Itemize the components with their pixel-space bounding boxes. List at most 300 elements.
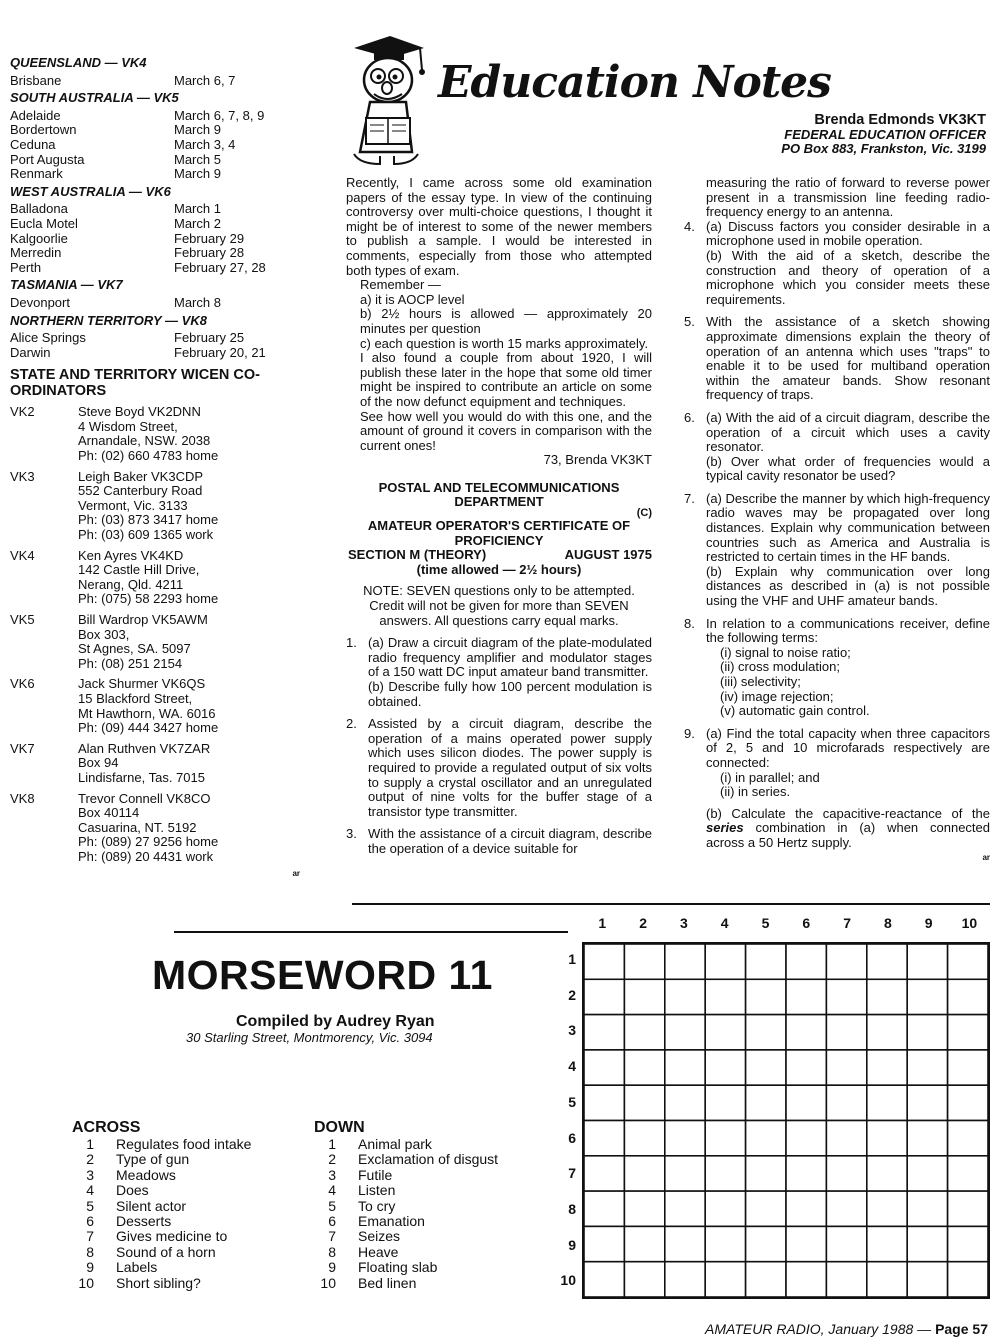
question-part: (a) Describe the manner by which high-frequency radio waves may be propagated over long distances. Explain why communication between countries such as America and Australia is restricted to certain times in the HF bands. [706, 490, 990, 565]
question-part: (a) Discuss factors you consider desirable in a microphone used in mobile operation. [706, 218, 990, 249]
question-part: (b) Explain why communication over long distances as described in (a) is not possible using the VHF and UHF amateur bands. [706, 563, 990, 609]
grid-cell[interactable] [786, 1262, 826, 1297]
coordinator-details [78, 549, 300, 607]
grid-cell[interactable] [705, 1015, 745, 1050]
coordinator-line: Casuarina, NT. 5192 [78, 819, 197, 835]
divider-rule [352, 903, 990, 905]
grid-cell[interactable] [746, 1156, 786, 1191]
author-name: Brenda Edmonds VK3KT [814, 112, 986, 128]
schedule-row [10, 74, 300, 89]
grid-cell[interactable] [826, 1015, 866, 1050]
clue-text: Does [116, 1182, 149, 1199]
question-9-terms [706, 771, 990, 800]
connection-option: (ii) in series. [720, 784, 791, 800]
paragraph-three: See how well you would do with this one, and the amount of ground it covers in comparison with the current ones! [360, 408, 652, 453]
coordinator-line: Ph: (02) 660 4783 home [78, 448, 219, 464]
grid-cell[interactable] [746, 1226, 786, 1261]
coordinator-line: Ph: (03) 873 3417 home [78, 512, 219, 528]
grid-cell[interactable] [826, 1121, 866, 1156]
grid-column-number: 10 [961, 915, 978, 931]
grid-cell[interactable] [867, 1050, 907, 1085]
schedule-row [10, 202, 300, 217]
grid-column-number: 6 [802, 915, 811, 931]
grid-cell[interactable] [948, 1226, 988, 1261]
grid-cell[interactable] [948, 1121, 988, 1156]
clue-item [314, 1214, 554, 1229]
clue-number: 6 [86, 1213, 94, 1230]
grid-column-number: 9 [924, 915, 933, 931]
coordinator-details [78, 742, 300, 786]
grid-cell[interactable] [867, 1156, 907, 1191]
question-9-part-b [706, 807, 990, 851]
coordinator-entry [10, 405, 300, 463]
grid-cell[interactable] [907, 1191, 947, 1226]
schedule-column [10, 56, 300, 881]
coordinator-details [78, 792, 300, 865]
schedule-dates: March 5 [174, 151, 221, 167]
grid-cell[interactable] [867, 1191, 907, 1226]
author-block [781, 113, 986, 157]
question-part: (b) With the aid of a sketch, describe the construction and theory of operation of a microphone which you consider meets these requirements. [706, 247, 990, 307]
remember-label: Remember — [360, 277, 441, 293]
coordinator-details [78, 613, 300, 671]
grid-column-number: 8 [884, 915, 892, 931]
grid-cell[interactable] [948, 1191, 988, 1226]
grid-cell[interactable] [907, 1121, 947, 1156]
department-heading: POSTAL AND TELECOMMUNICATIONS DEPARTMENT [378, 479, 620, 510]
grid-cell[interactable] [867, 1262, 907, 1297]
question-part: (b) Over what order of frequencies would a typical cavity resonator be used? [706, 453, 990, 484]
grid-cell[interactable] [584, 1050, 624, 1085]
question-part: (a) With the aid of a circuit diagram, describe the operation of a circuit which uses a cavity resonator. [706, 409, 990, 455]
coordinator-line: Ph: (089) 20 4431 work [78, 848, 214, 864]
grid-cell[interactable] [665, 1015, 705, 1050]
clue-item [72, 1229, 312, 1244]
down-heading: DOWN [314, 1119, 365, 1136]
grid-cell[interactable] [826, 1156, 866, 1191]
grid-cell[interactable] [907, 1156, 947, 1191]
grid-cell[interactable] [624, 1191, 664, 1226]
coordinator-entry [10, 677, 300, 735]
schedule-dates: March 9 [174, 166, 221, 182]
coordinator-line: Mt Hawthorn, WA. 6016 [78, 705, 216, 721]
article-column [346, 176, 652, 857]
schedule-dates: March 9 [174, 122, 221, 138]
grid-cell[interactable] [948, 1085, 988, 1120]
coordinator-line: 4 Wisdom Street, [78, 418, 178, 434]
clue-item [314, 1137, 554, 1152]
grid-cell[interactable] [584, 944, 624, 979]
clue-text: Short sibling? [116, 1274, 201, 1291]
question-body [368, 827, 652, 856]
question-body [706, 492, 990, 609]
grid-cell[interactable] [665, 1156, 705, 1191]
schedule-place: Adelaide [10, 107, 61, 123]
grid-cell[interactable] [665, 1226, 705, 1261]
time-allowed: (time allowed — 2½ hours) [416, 561, 582, 577]
grid-cell[interactable] [948, 1262, 988, 1297]
clue-text: Heave [358, 1243, 399, 1260]
clue-text: Sound of a horn [116, 1243, 216, 1260]
grid-column-number: 5 [761, 915, 770, 931]
schedule-row [10, 232, 300, 247]
publication-info: AMATEUR RADIO, January 1988 — [705, 1321, 936, 1337]
coordinator-line: Ph: (08) 251 2154 [78, 655, 183, 671]
morseword-compiler: Compiled by Audrey Ryan [236, 1013, 435, 1030]
coordinator-line: Ph: (075) 58 2293 home [78, 591, 219, 607]
question-body [706, 220, 990, 308]
certificate-heading: AMATEUR OPERATOR'S CERTIFICATE OF PROFICIENCY [367, 518, 631, 548]
definition-term: (iii) selectivity; [720, 674, 801, 689]
grid-cell[interactable] [948, 979, 988, 1014]
grid-cell[interactable] [786, 1121, 826, 1156]
grid-cell[interactable] [948, 1050, 988, 1085]
schedule-dates: February 20, 21 [174, 344, 266, 360]
schedule-dates: February 25 [174, 330, 245, 346]
question-9 [684, 727, 990, 851]
grid-cell[interactable] [948, 944, 988, 979]
grid-cell[interactable] [907, 944, 947, 979]
clue-item [314, 1152, 554, 1167]
schedule-dates: March 8 [174, 294, 221, 310]
coordinator-callsign: VK6 [10, 676, 35, 692]
grid-cell[interactable] [746, 1191, 786, 1226]
grid-cell[interactable] [705, 979, 745, 1014]
grid-cell[interactable] [746, 1121, 786, 1156]
grid-cell[interactable] [786, 944, 826, 979]
question-number: 8. [684, 615, 695, 631]
grid-cell[interactable] [786, 1156, 826, 1191]
crossword-grid[interactable] [582, 942, 990, 1299]
clue-text: To cry [358, 1197, 396, 1214]
schedule-row [10, 246, 300, 261]
coordinator-line: Ph: (089) 27 9256 home [78, 834, 219, 850]
grid-cell[interactable] [665, 944, 705, 979]
grid-cell[interactable] [867, 1226, 907, 1261]
coordinator-callsign: VK5 [10, 612, 35, 627]
grid-cell[interactable] [624, 1226, 664, 1261]
coordinator-line: Box 94 [78, 755, 119, 771]
question-number: 1. [346, 635, 357, 651]
coordinator-callsign: VK2 [10, 404, 35, 420]
clue-text: Floating slab [358, 1259, 438, 1276]
schedule-dates: February 27, 28 [174, 259, 266, 275]
questions-right [684, 220, 990, 609]
wicen-heading: STATE AND TERRITORY WICEN CO-ORDINATORS [10, 367, 260, 400]
definition-term: (i) signal to noise ratio; [720, 644, 851, 660]
clue-number: 6 [328, 1213, 336, 1230]
clue-item [314, 1260, 554, 1275]
coordinator-line: Ken Ayres VK4KD [78, 547, 184, 563]
grid-cell[interactable] [826, 944, 866, 979]
schedule-dates: March 1 [174, 201, 221, 217]
grid-column-number: 4 [720, 915, 729, 931]
schedule-row [10, 346, 300, 361]
coordinator-line: Alan Ruthven VK7ZAR [78, 740, 211, 756]
grid-cell[interactable] [948, 1156, 988, 1191]
grid-cell[interactable] [665, 1191, 705, 1226]
remember-b: b) 2½ hours is allowed — approximately 20 minutes per question [360, 306, 652, 336]
grid-cell[interactable] [705, 1050, 745, 1085]
signoff: 73, Brenda VK3KT [543, 452, 652, 468]
clue-number: 3 [86, 1166, 94, 1183]
grid-cell[interactable] [746, 1262, 786, 1297]
clue-number: 5 [86, 1197, 94, 1214]
grid-cell[interactable] [624, 1262, 664, 1297]
coordinator-line: Bill Wardrop VK5AWM [78, 612, 208, 627]
grid-cell[interactable] [826, 1262, 866, 1297]
clue-number: 10 [78, 1274, 94, 1291]
clue-text: Meadows [116, 1166, 176, 1183]
clue-text: Gives medicine to [116, 1228, 228, 1245]
clue-item [72, 1183, 312, 1198]
grid-cell[interactable] [907, 1226, 947, 1261]
coordinator-line: 142 Castle Hill Drive, [78, 562, 200, 578]
grid-column-number: 3 [680, 915, 688, 931]
schedule-dates: March 6, 7, 8, 9 [174, 107, 265, 123]
grid-cell[interactable] [907, 979, 947, 1014]
morseword-title: MORSEWORD 11 [152, 952, 493, 998]
end-mark: ar [292, 868, 300, 878]
grid-cell[interactable] [746, 1015, 786, 1050]
article-end-mark: ar [982, 852, 990, 862]
grid-cell[interactable] [867, 979, 907, 1014]
clue-number: 9 [86, 1259, 94, 1276]
grid-row-number: 9 [568, 1236, 576, 1253]
remember-c: c) each question is worth 15 marks approximately. [360, 335, 649, 351]
grid-cell[interactable] [826, 979, 866, 1014]
graduate-mascot-icon [340, 30, 430, 170]
clue-number: 2 [86, 1151, 94, 1168]
grid-cell[interactable] [867, 1121, 907, 1156]
grid-cell[interactable] [786, 1015, 826, 1050]
clue-text: Exclamation of disgust [358, 1151, 499, 1168]
question-8-lead: In relation to a communications receiver, define the following terms: [706, 615, 990, 646]
question-body [368, 636, 652, 709]
grid-cell[interactable] [826, 1050, 866, 1085]
paragraph-two: I also found a couple from about 1920, I will publish these later in the hope that some old timer might be inspired to contribute an article on some of the now defunct equipment and techniques. [360, 350, 652, 409]
grid-cell[interactable] [584, 979, 624, 1014]
coordinator-line: Lindisfarne, Tas. 7015 [78, 769, 205, 785]
grid-cell[interactable] [665, 979, 705, 1014]
grid-row-numbers [556, 942, 580, 1299]
coordinator-entry [10, 470, 300, 543]
grid-column-number: 7 [843, 915, 851, 931]
coordinator-callsign: VK3 [10, 468, 35, 484]
grid-cell[interactable] [705, 1085, 745, 1120]
grid-cell[interactable] [746, 944, 786, 979]
grid-cell[interactable] [584, 1156, 624, 1191]
grid-cell[interactable] [746, 1050, 786, 1085]
schedule-row [10, 261, 300, 276]
coordinator-entry [10, 549, 300, 607]
clue-number: 8 [86, 1243, 94, 1260]
grid-cell[interactable] [584, 1121, 624, 1156]
intro-paragraph: Recently, I came across some old examination papers of the essay type. In view of the continuing controversy over multi-choice questions, I thought it might be of interest to some of the newer members to publish a sample. I would be interested in comments, especially from those who attempted both types of exam. [346, 175, 652, 278]
grid-cell[interactable] [907, 1050, 947, 1085]
state-heading: QUEENSLAND — VK4 [10, 55, 147, 70]
grid-cell[interactable] [624, 944, 664, 979]
grid-cell[interactable] [746, 1085, 786, 1120]
coordinator-details [78, 405, 300, 463]
grid-cell[interactable] [705, 1226, 745, 1261]
grid-row-number: 5 [568, 1093, 576, 1110]
grid-cell[interactable] [826, 1191, 866, 1226]
part-b-text-end: combination in (a) when connected across a 50 Hertz supply. [706, 820, 990, 850]
coordinator-line: Ph: (09) 444 3427 home [78, 720, 219, 736]
question [684, 315, 990, 403]
schedule-place: Alice Springs [10, 330, 86, 346]
clue-text: Animal park [358, 1136, 432, 1152]
page-title: Education Notes [438, 57, 831, 108]
grid-cell[interactable] [584, 1015, 624, 1050]
question-9-lead: (a) Find the total capacity when three capacitors of 2, 5 and 10 microfarads respectively are connected: [706, 725, 990, 770]
copyright-mark: (C) [636, 507, 652, 520]
grid-cell[interactable] [867, 1015, 907, 1050]
question-number: 6. [684, 409, 695, 425]
coordinator-line: Box 40114 [78, 805, 140, 821]
grid-cell[interactable] [705, 1262, 745, 1297]
grid-cell[interactable] [786, 1226, 826, 1261]
grid-cell[interactable] [665, 1085, 705, 1120]
question-part: Assisted by a circuit diagram, describe the operation of a mains operated power supply which uses silicon diodes. The power supply is required to provide a regulated output of six volts to supply a crystal oscillator and an unregulated output of nine volts for the buffer stage of a transistor type transmitter. [368, 716, 652, 819]
schedule-row [10, 138, 300, 153]
state-heading: SOUTH AUSTRALIA — VK5 [10, 90, 179, 106]
grid-cell[interactable] [624, 1050, 664, 1085]
clue-item [314, 1245, 554, 1260]
down-clues [314, 1119, 554, 1291]
grid-cell[interactable] [584, 1262, 624, 1297]
coordinator-line: 15 Blackford Street, [78, 690, 193, 706]
grid-cell[interactable] [948, 1015, 988, 1050]
grid-cell[interactable] [705, 944, 745, 979]
grid-cell[interactable] [624, 1085, 664, 1120]
question-number: 2. [346, 716, 357, 732]
question-part: With the assistance of a circuit diagram, describe the operation of a device suitable for [368, 826, 652, 856]
grid-cell[interactable] [624, 979, 664, 1014]
grid-row-number: 2 [568, 986, 576, 1003]
schedule-row [10, 153, 300, 168]
question [346, 827, 652, 856]
grid-cell[interactable] [867, 944, 907, 979]
coordinator-line: Box 303, [78, 626, 130, 642]
clue-number: 1 [86, 1136, 94, 1152]
grid-cell[interactable] [746, 979, 786, 1014]
grid-cell[interactable] [584, 1085, 624, 1120]
clue-text: Desserts [116, 1213, 172, 1230]
grid-cell[interactable] [705, 1121, 745, 1156]
clue-text: Futile [358, 1166, 393, 1183]
morseword-address: 30 Starling Street, Montmorency, Vic. 3094 [186, 1030, 433, 1045]
question-body [706, 411, 990, 484]
grid-cell[interactable] [907, 1262, 947, 1297]
coordinator-line: St Agnes, SA. 5097 [78, 641, 191, 657]
coordinator-entry [10, 613, 300, 671]
grid-row-number: 7 [568, 1165, 576, 1182]
grid-row-number: 6 [568, 1129, 576, 1146]
question-3-continued: measuring the ratio of forward to reverse power present in a transmission line feeding radio-frequency energy to an antenna. [706, 175, 990, 220]
schedule-place: Renmark [10, 166, 63, 182]
grid-cell[interactable] [867, 1085, 907, 1120]
question-body [706, 315, 990, 403]
grid-cell[interactable] [665, 1050, 705, 1085]
question-number: 7. [684, 490, 695, 506]
question [684, 411, 990, 484]
coordinator-callsign: VK8 [10, 790, 35, 806]
question [684, 220, 990, 308]
grid-cell[interactable] [786, 1191, 826, 1226]
remember-a: a) it is AOCP level [360, 291, 465, 307]
clue-number: 7 [328, 1228, 336, 1245]
part-b-emphasis: series [706, 820, 744, 836]
clue-number: 10 [320, 1274, 336, 1291]
definition-term: (ii) cross modulation; [720, 659, 840, 675]
schedule-place: Darwin [10, 344, 51, 360]
grid-column-numbers [582, 916, 990, 936]
grid-cell[interactable] [584, 1226, 624, 1261]
clue-item [72, 1152, 312, 1167]
connection-option: (i) in parallel; and [720, 769, 820, 785]
exam-date: AUGUST 1975 [564, 547, 652, 563]
grid-cell[interactable] [826, 1226, 866, 1261]
grid-cell[interactable] [584, 1191, 624, 1226]
exam-note: NOTE: SEVEN questions only to be attempted. Credit will not be given for more than SEVEN answers. All questions carry equal marks. [363, 583, 635, 628]
schedule-dates: March 2 [174, 215, 221, 231]
clue-item [314, 1183, 554, 1198]
grid-cell[interactable] [624, 1121, 664, 1156]
question [684, 492, 990, 609]
clue-item [314, 1199, 554, 1214]
grid-cell[interactable] [665, 1121, 705, 1156]
coordinator-line: Ph: (03) 609 1365 work [78, 527, 214, 543]
coordinator-callsign: VK7 [10, 740, 35, 756]
grid-cell[interactable] [786, 1050, 826, 1085]
schedule-place: Kalgoorlie [10, 230, 68, 246]
schedule-place: Merredin [10, 245, 62, 261]
question-part: (a) Draw a circuit diagram of the plate-modulated radio frequency amplifier and modulator stages of a 150 watt DC input amateur band transmitter. [368, 635, 652, 680]
grid-cell[interactable] [705, 1156, 745, 1191]
question-8 [684, 617, 990, 719]
clue-number: 7 [86, 1228, 94, 1245]
wicen-coordinators [10, 405, 300, 864]
grid-cell[interactable] [665, 1262, 705, 1297]
schedule-dates: March 3, 4 [174, 136, 236, 152]
coordinator-line: Trevor Connell VK8CO [78, 790, 211, 806]
clue-number: 5 [328, 1197, 336, 1214]
grid-cell[interactable] [624, 1156, 664, 1191]
schedule-place: Balladona [10, 201, 68, 217]
schedule-row [10, 123, 300, 138]
grid-cell[interactable] [907, 1085, 947, 1120]
question-number: 4. [684, 218, 695, 234]
grid-cell[interactable] [624, 1015, 664, 1050]
clue-number: 2 [328, 1151, 336, 1168]
grid-cell[interactable] [705, 1191, 745, 1226]
coordinator-line: Jack Shurmer VK6QS [78, 676, 206, 692]
schedule-dates: March 6, 7 [174, 72, 236, 88]
grid-cell[interactable] [907, 1015, 947, 1050]
grid-cell[interactable] [786, 1085, 826, 1120]
across-heading: ACROSS [72, 1119, 141, 1136]
question-number: 3. [346, 826, 357, 842]
grid-cell[interactable] [826, 1085, 866, 1120]
author-role: FEDERAL EDUCATION OFFICER [784, 126, 986, 142]
coordinator-line: Vermont, Vic. 3133 [78, 497, 188, 513]
clue-number: 1 [328, 1136, 336, 1152]
schedule-row [10, 331, 300, 346]
grid-cell[interactable] [786, 979, 826, 1014]
question-part: With the assistance of a sketch showing approximate dimensions explain the theory of operation of an antenna which uses "traps" to enable it to be used for multiband operation within the amateur bands. Show resonant frequency of traps. [706, 314, 990, 403]
